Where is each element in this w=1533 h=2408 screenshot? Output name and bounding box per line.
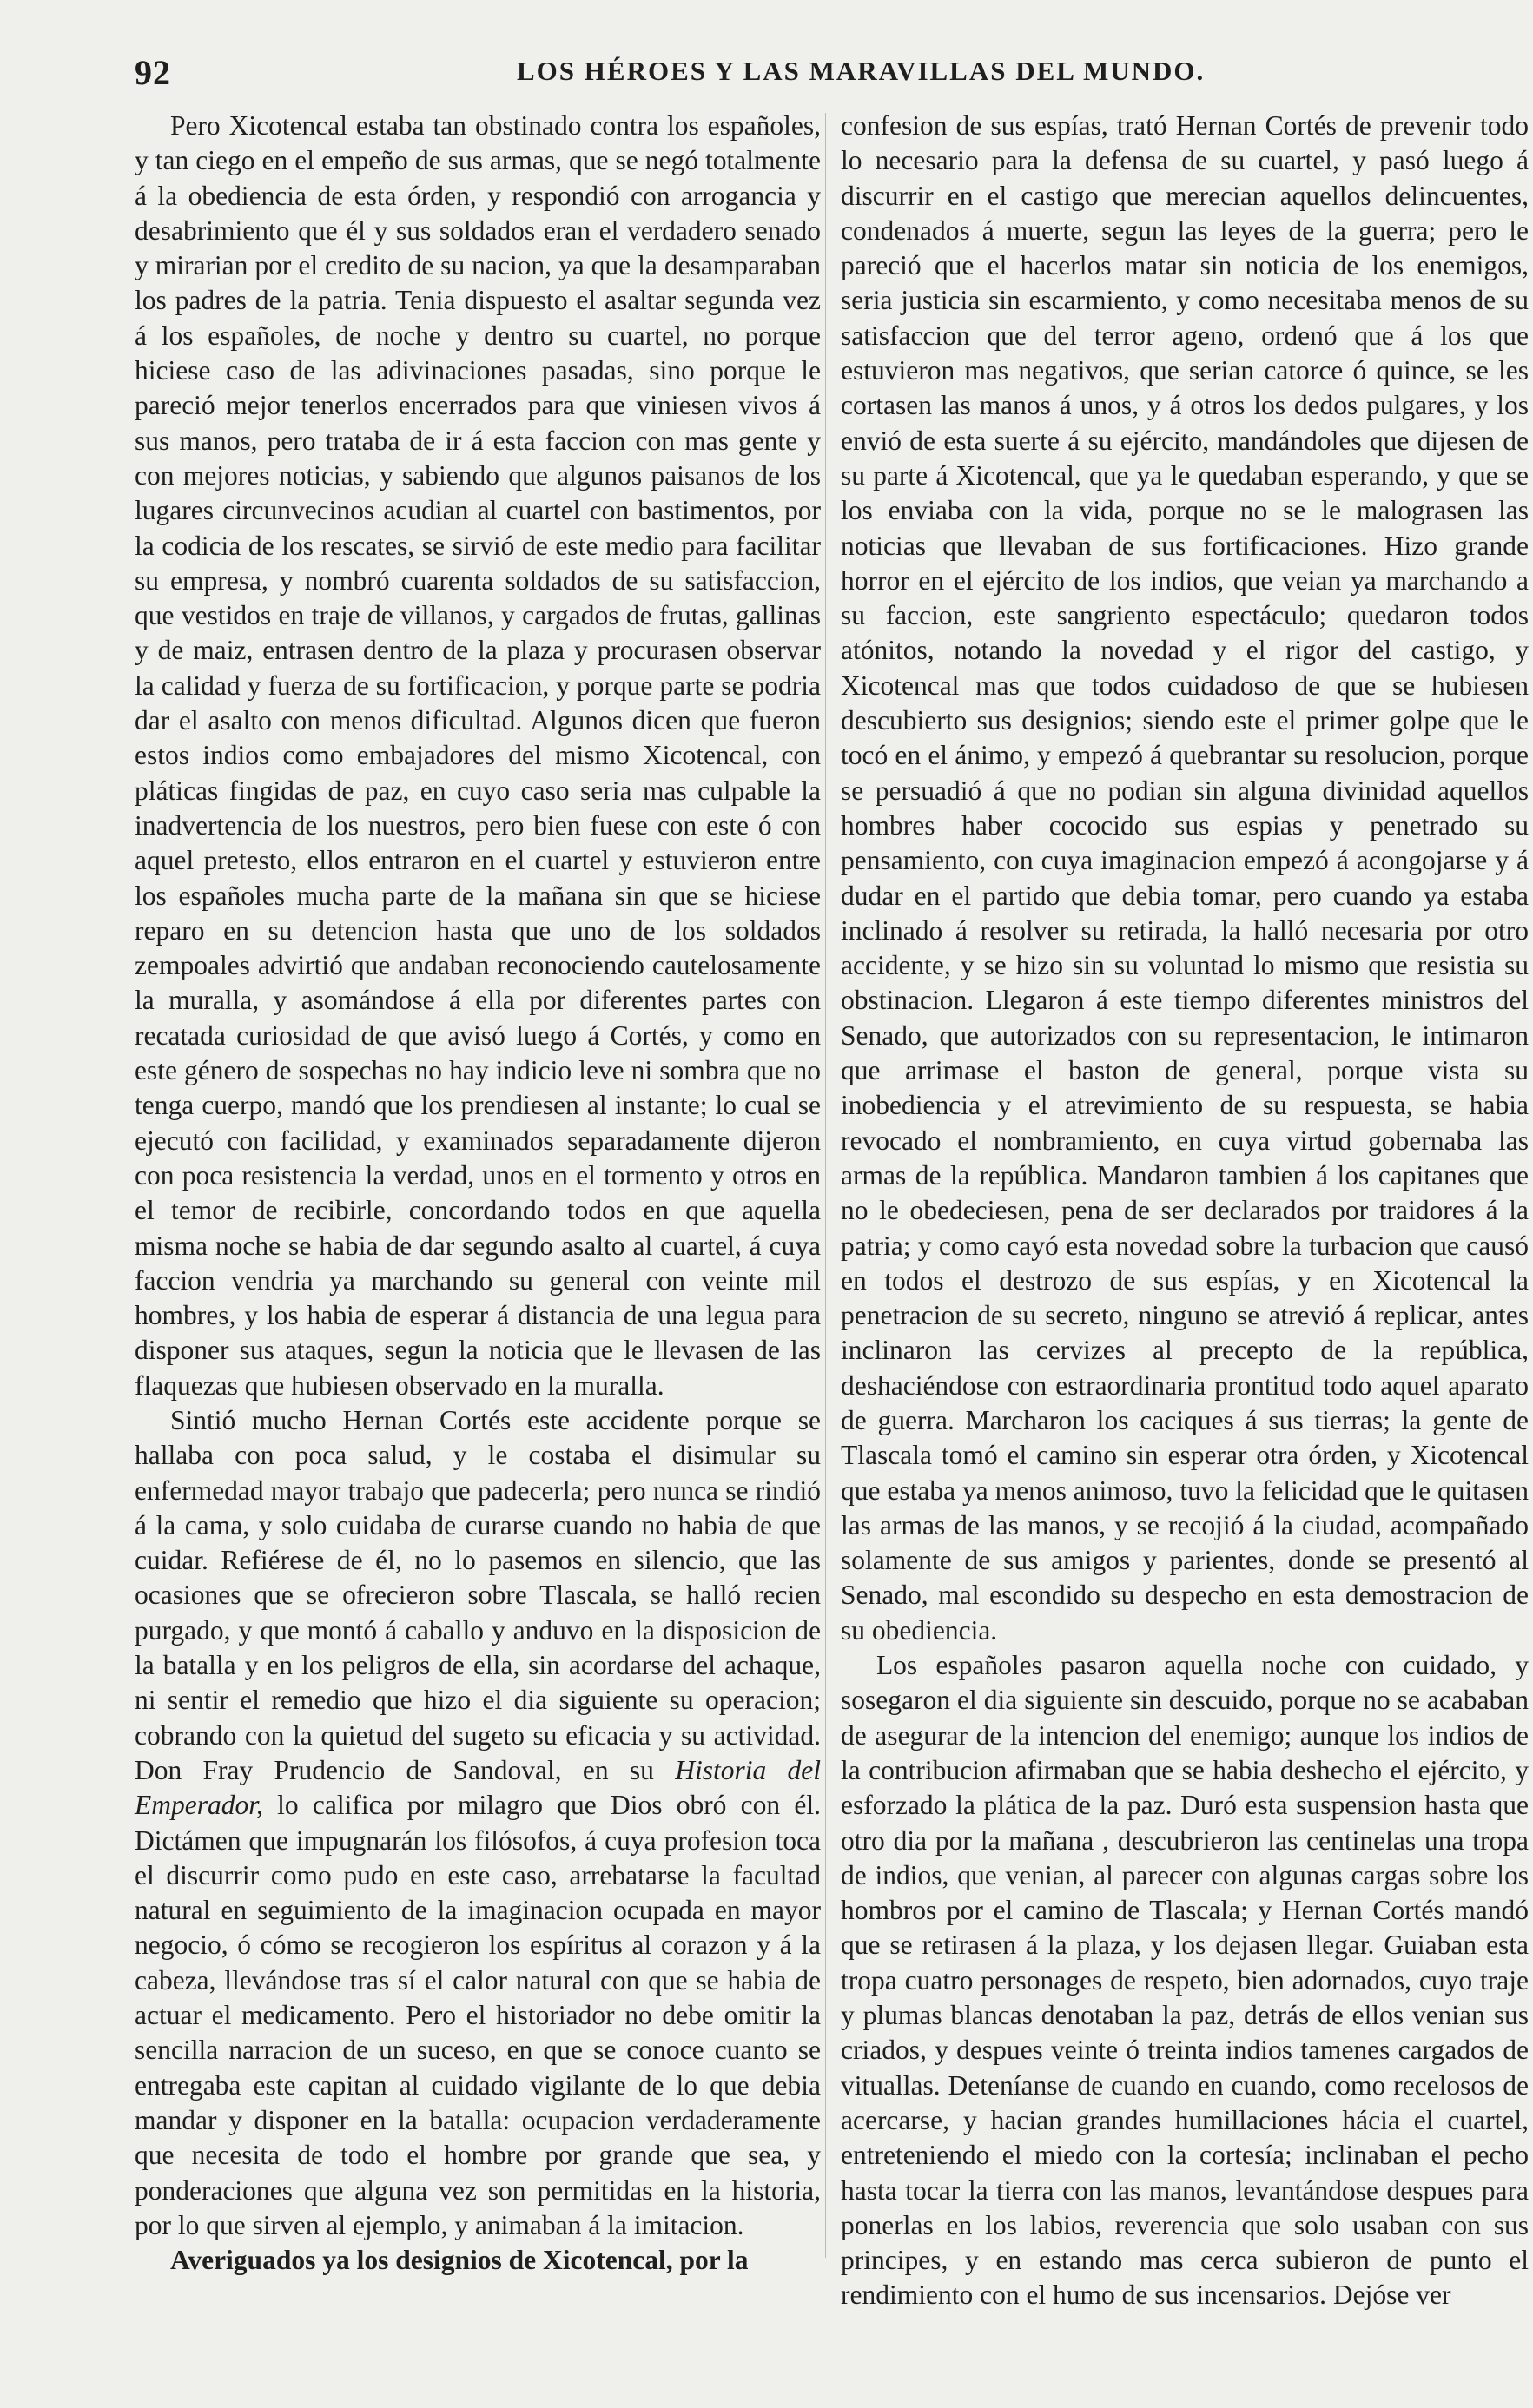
paragraph-averiguados-continued: confesion de sus espías, trató Hernan Cortés de prevenir todo lo necesario para la defensa de su cuartel, y pasó luego á discurrir en el castigo que merecian aquellos delincuentes, condenados á muerte, segun las leyes de la guerra; pero le pareció que el hacerlos matar sin noticia de los enemigos, seria justicia sin escarmiento, y como necesitaba menos de su satisfaccion que del terror ageno, ordenó que á los que estuvieron mas negativos, que serian catorce ó quince, se les cortasen las manos á unos, y á otros los dedos pulgares, y los envió de esta suerte á su ejército, mandándoles que dijesen de su parte á Xicotencal, que ya le quedaban esperando, y que se los enviaba con la vida, porque no se le malograsen las noticias que llevaban de sus fortificaciones. Hizo grande horror en el ejército de los indios, que veian ya marchando a su faccion, este sangriento espectáculo; quedaron todos atónitos, notando la novedad y el rigor del castigo, y Xicotencal mas que todos cuidadoso de que se hubiesen descubierto sus designios; siendo este el primer golpe que le tocó en el ánimo, y empezó á quebrantar su resolucion, porque se persuadió á que no podian sin alguna divinidad aquellos hombres haber cococido sus espias y penetrado su pensamiento, con cuya imaginacion empezó á acongojarse y á dudar en el partido que debia tomar, pero cuando ya estaba inclinado á resolver su retirada, la halló necesaria por otro accidente, y se hizo sin su voluntad lo mismo que resistia su obstinacion. Llegaron á este tiempo diferentes ministros del Senado, que autorizados con su representacion, le intimaron que arrimase el baston de general, porque vista su inobediencia y el atrevimiento de su respuesta, se habia revocado el nombramiento, en cuya virtud gobernaba las armas de la república. Mandaron tambien á los capitanes que no le obedeciesen, pena de ser declarados por traidores á la patria; y como cayó esta novedad sobre la turbacion que causó en todos el destrozo de sus espías, y en Xicotencal la penetracion de su secreto, ninguno se atrevió á replicar, antes inclinaron las cervizes al precepto de la república, deshaciéndose con estraordinaria prontitud todo aquel aparato de guerra. Marcharon los caciques á sus tierras; la gente de Tlascala tomó el camino sin esperar otra órden, y Xicotencal que estaba ya menos animoso, tuvo la felicidad que le quitasen las armas de las manos, y se recojió á la ciudad, acompañado solamente de sus amigos y parientes, donde se presentó al Senado, mal escondido su despecho en esta demostracion de su obediencia. (841, 110, 1529, 1646)
right-column (841, 109, 1529, 2313)
page-number: 92 (135, 53, 171, 92)
page-header (135, 52, 1206, 104)
left-column (135, 109, 821, 2278)
paragraph-text: Sintió mucho Hernan Cortés este accidente porque se hallaba con poca salud, y le costaba el disimular su enfermedad mayor trabajo que padecerla; pero nunca se rindió á la cama, y solo cuidaba de curarse cuando no habia de que cuidar. Refiérese de él, no lo pasemos en silencio, que las ocasiones que se ofrecieron sobre Tlascala, se halló recien purgado, y que montó á caballo y anduvo en la disposicion de la batalla y en los peligros de ella, sin acordarse del achaque, ni sentir el remedio que hizo el dia siguiente su operacion; cobrando con la quietud del sugeto su eficacia y su actividad. Don Fray Prudencio de Sandoval, en su (135, 1404, 821, 1785)
paragraph-cortes-salud (135, 1403, 821, 2243)
paragraph-averiguados-start: Averiguados ya los designios de Xicotencal, por la (169, 2245, 749, 2276)
paragraph-xicotencal-obstinado: Pero Xicotencal estaba tan obstinado contra los españoles, y tan ciego en el empeño de sus armas, que se negó totalmente á la obediencia de esta órden, y respondió con arrogancia y desabrimiento que él y sus soldados eran el verdadero senado y mirarian por el credito de su nacion, ya que la desamparaban los padres de la patria. Tenia dispuesto el asaltar segunda vez á los españoles, de noche y dentro su cuartel, no porque hiciese caso de las adivinaciones pasadas, sino porque le pareció mejor tenerlos encerrados para que viniesen vivos á sus manos, pero trataba de ir á esta faccion con mas gente y con mejores noticias, y sabiendo que algunos paisanos de los lugares circunvecinos acudian al cuartel con bastimentos, por la codicia de los rescates, se sirvió de este medio para facilitar su empresa, y nombró cuarenta soldados de su satisfaccion, que vestidos en traje de villanos, y cargados de frutas, gallinas y de maiz, entrasen dentro de la plaza y procurasen observar la calidad y fuerza de su fortificacion, y porque parte se podria dar el asalto con menos dificultad. Algunos dicen que fueron estos indios como embajadores del mismo Xicotencal, con pláticas fingidas de paz, en cuyo caso seria mas culpable la inadvertencia de los nuestros, pero bien fuese con este ó con aquel pretesto, ellos entraron en el cuartel y estuvieron entre los españoles mucha parte de la mañana sin que se hiciese reparo en su detencion hasta que uno de los soldados zempoales advirtió que andaban reconociendo cautelosamente la muralla, y asomándose á ella por diferentes partes con recatada curiosidad de que avisó luego á Cortés, y como en este género de sospechas no hay indicio leve ni sombra que no tenga cuerpo, mandó que los prendiesen al instante; lo cual se ejecutó con facilidad, y examinados separadamente dijeron con poca resistencia la verdad, unos en el tormento y otros en el temor de recibirle, concordando todos en que aquella misma noche se habia de dar segundo asalto al cuartel, á cuya faccion vendria ya marchando su general con veinte mil hombres, y los habia de esperar á distancia de una legua para disponer sus ataques, segun la noticia que le llevasen de las flaquezas que hubiesen observado en la muralla. (135, 110, 821, 1401)
paragraph-espanoles-noche: Los españoles pasaron aquella noche con cuidado, y sosegaron el dia siguiente sin descuido, porque no se acababan de asegurar de la intencion del enemigo; aunque los indios de la contribucion afirmaban que se habia deshecho el ejército, y esforzado la plática de la paz. Duró esta suspension hasta que otro dia por la mañana , descubrieron las centinelas una tropa de indios, que venian, al parecer con algunas cargas sobre los hombros por el camino de Tlascala; y Hernan Cortés mandó que se retirasen á la plaza, y los dejasen llegar. Guiaban esta tropa cuatro personages de respeto, bien adornados, cuyo traje y plumas blancas denotaban la paz, detrás de ellos venian sus criados, y despues veinte ó treinta indios tamenes cargados de vituallas. Deteníanse de cuando en cuando, como recelosos de acercarse, y hacian grandes humillaciones hácia el cuartel, entreteniendo el miedo con la cortesía; inclinaban el pecho hasta tocar la tierra con las manos, levantándose despues para ponerlas en los labios, reverencia que solo usaban con sus principes, y en estando mas cerca subieron de punto el rendimiento con el humo de sus incensarios. Dejóse ver (841, 1650, 1529, 2311)
paragraph-text: lo califica por milagro que Dios obró con él. Dictámen que impugnarán los filósofos, á cuya profesion toca el discurrir como pudo en este caso, arrebatarse la facultad natural en seguimiento de la imaginacion ocupada en mayor negocio, ó cómo se recogieron los espíritus al corazon y á la cabeza, llevándose tras sí el calor natural con que se habia de actuar el medicamento. Pero el historiador no debe omitir la sencilla narracion de un suceso, en que se conoce cuanto se entregaba este capitan al cuidado vigilante de lo que debia mandar y disponer en la batalla: ocupacion verdaderamente que necesita de todo el hombre por grande que sea, y ponderaciones que alguna vez son permitidas en la historia, por lo que sirven al ejemplo, y animaban á la imitacion. (135, 1790, 821, 2240)
book-title-historia-del-emperador: Historia del Emperador, (135, 1754, 821, 1821)
column-divider (825, 113, 826, 2258)
running-title: LOS HÉROES Y LAS MARAVILLAS DEL MUNDO. (517, 56, 1206, 86)
